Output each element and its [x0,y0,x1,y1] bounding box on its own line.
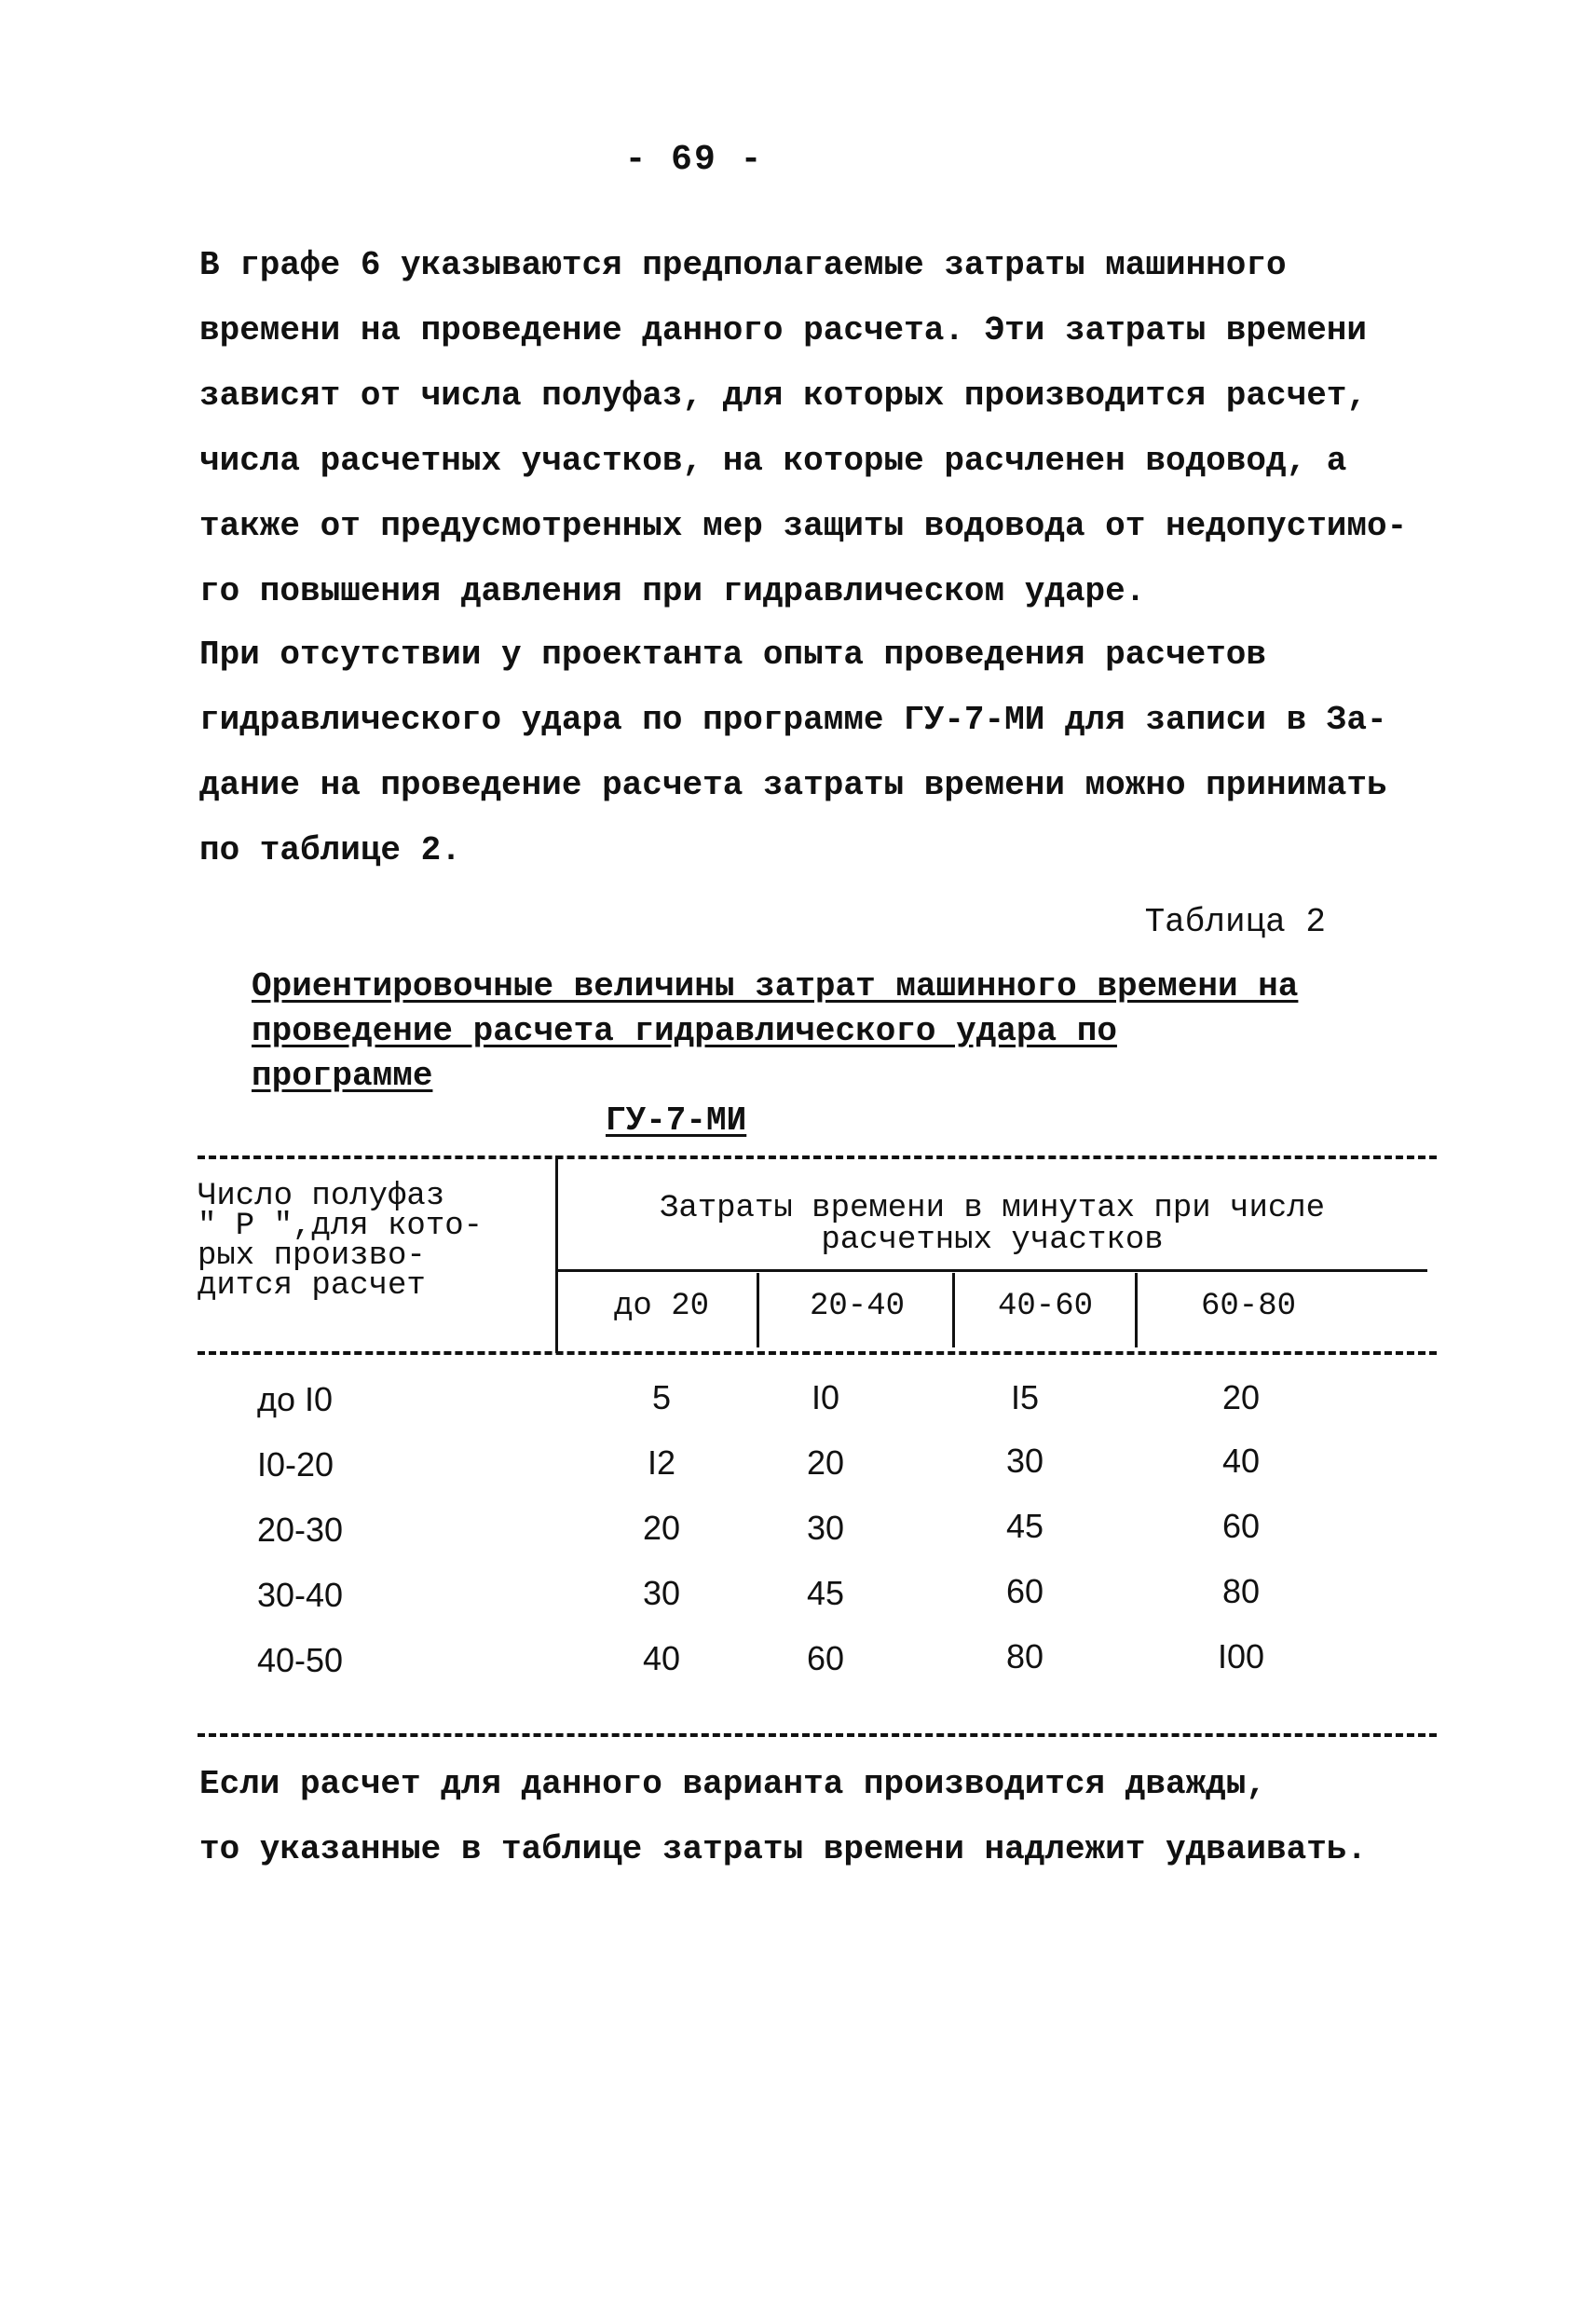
table-cell: 20 [806,1443,845,1482]
table-cell: 80 [1005,1637,1044,1675]
paragraph-double-calculation: Если расчет для данного варианта производится дважды, то указанные в таблице затраты времени надлежит удваивать. [199,1765,1368,1868]
table-cell: 5 [651,1378,672,1416]
table-header-bottom-rule [198,1351,1437,1355]
column-divider-2 [952,1273,955,1347]
row-label: до I0 [257,1380,334,1418]
column-header-20-40: 20-40 [809,1289,906,1324]
row-label: 20-30 [257,1511,344,1549]
column-group-header: Затраты времени в минутах при числе расчетных участков [659,1191,1326,1258]
table-top-rule [198,1156,1437,1159]
table-cell: I5 [1010,1378,1040,1416]
table-title [252,964,1314,1143]
table-cell: 60 [806,1639,845,1677]
table-cell: 20 [642,1509,681,1547]
table-title-line-2: проведение расчета гидравлического удара по программе [252,1012,1117,1095]
table-title-line-3: ГУ-7-МИ [606,1101,747,1140]
column-header-upto-20: до 20 [613,1289,710,1324]
column-divider-3 [1135,1273,1138,1347]
column-group-underline [555,1269,1427,1272]
column-divider-1 [757,1273,759,1347]
table-cell: 60 [1221,1507,1261,1545]
page-number: - 69 - [624,140,764,180]
table-cell: I00 [1217,1637,1265,1675]
table-cell: 30 [806,1509,845,1547]
table-cell: I0 [811,1378,840,1416]
table-cell: 40 [642,1639,681,1677]
row-label: I0-20 [257,1445,334,1484]
table-label: Таблица 2 [1144,903,1326,941]
row-header-half-phases: Число полуфаз " P ",для кото- рых произво- дится расчет [198,1179,484,1304]
table-title-line-1: Ориентировочные величины затрат машинного времени на [252,967,1299,1005]
table-header-divider [555,1156,558,1353]
paragraph-column-6-description: В графе 6 указываются предполагаемые затраты машинного времени на проведение данного расчета. Эти затраты времени зависят от числа полуфаз, для которых производится расчет, числа расчетных участков, на которые расчленен водовод, а также от предусмотренных мер защиты водовода от недопустимо- го повышения давления при гидравлическом ударе. [199,246,1408,610]
table-cell: 40 [1221,1442,1261,1480]
row-label: 30-40 [257,1576,344,1614]
table-cell: 80 [1221,1572,1261,1610]
paragraph-no-experience: При отсутствии у проектанта опыта проведения расчетов гидравлического удара по программе ГУ-7-МИ для записи в За- дание на проведение расчета затраты времени можно принимать по таблице 2. [199,636,1387,869]
table-cell: 30 [642,1574,681,1612]
column-header-60-80: 60-80 [1200,1289,1297,1324]
table-cell: 60 [1005,1572,1044,1610]
table-cell: 30 [1005,1442,1044,1480]
row-label: 40-50 [257,1641,344,1679]
table-cell: 45 [1005,1507,1044,1545]
column-header-40-60: 40-60 [997,1289,1094,1324]
table-cell: 20 [1221,1378,1261,1416]
table-bottom-rule [198,1733,1437,1737]
table-cell: I2 [647,1443,676,1482]
table-cell: 45 [806,1574,845,1612]
